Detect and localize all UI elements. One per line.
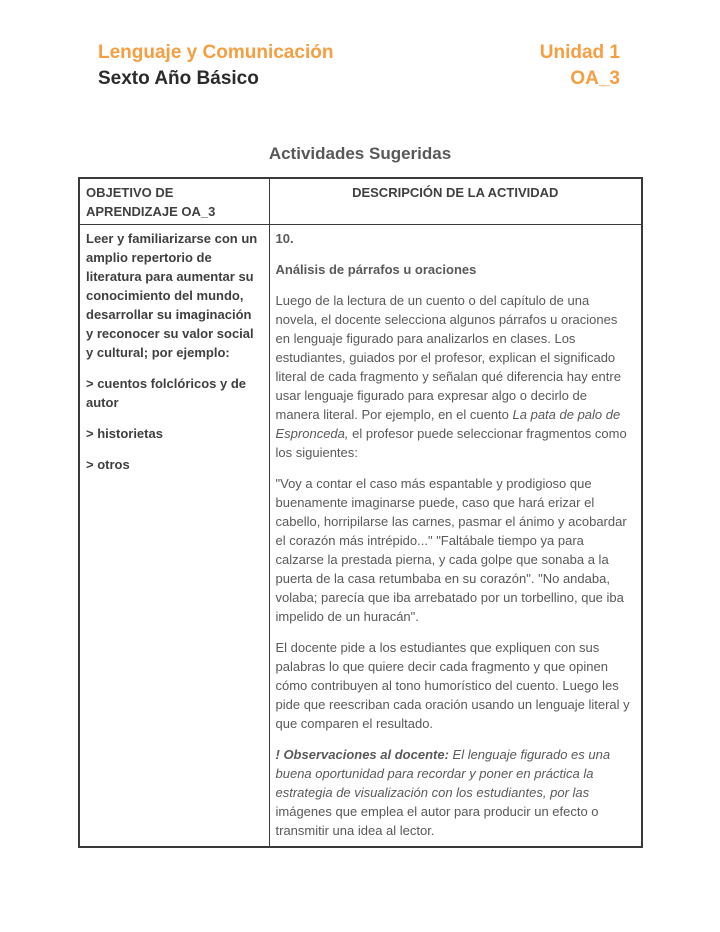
column-header-objective: OBJETIVO DE APRENDIZAJE OA_3 — [79, 178, 269, 225]
subject-title: Lenguaje y Comunicación — [98, 42, 334, 63]
activity-cell — [269, 225, 642, 848]
activity-quote-paragraph: "Voy a contar el caso más espantable y prodigioso que buenamente imaginarse puede, caso que hará erizar el cabello, horripilarse las carnes, pasmar el ánimo y acobardar el corazón más intrépido..." "Faltábale tiempo ya para calzarse la prestada pierna, y cada golpe que sonaba a la puerta de la casa retumbaba en su corazón". "No andaba, volaba; parecía que iba arrebatado por un torbellino, que iba impelido de un huracán". — [275, 476, 627, 624]
teacher-note-label: ! Observaciones al docente: — [275, 747, 449, 762]
teacher-note-italic-segment: El lenguaje figurado es una buena oportunidad para recordar y poner en práctica la estrategia de visualización con los estudiantes, por las — [275, 747, 611, 800]
page-title: Actividades Sugeridas — [268, 144, 452, 163]
objective-bullet-folk-tales: > cuentos folclóricos y de autor — [86, 376, 247, 410]
paragraph-segment: Luego de la lectura de un cuento o del capítulo de una novela, el docente selecciona algunos párrafos u oraciones en lenguaje figurado para analizarlos en clases. Los estudiantes, guiados por el profesor, explican el significado literal de cada fragmento y señalan qué diferencia hay entre usar lenguaje figurado para expresar algo o decirlo de manera literal. Por ejemplo, en el cuento — [275, 293, 621, 422]
objective-bullet-comics: > historietas — [86, 426, 163, 441]
activities-table — [78, 177, 643, 848]
objective-cell — [79, 225, 269, 848]
activity-instructions-paragraph: El docente pide a los estudiantes que expliquen con sus palabras lo que quiere decir cada fragmento y que opinen cómo contribuyen al tono humorístico del cuento. Luego les pide que reescriban cada oración usando un lenguaje literal y que comparen el resultado. — [275, 640, 630, 731]
header-left-block — [98, 40, 333, 92]
objective-text: Leer y familiarizarse con un amplio repertorio de literatura para aumentar su conocimiento del mundo, desarrollar su imaginación y reconocer su valor social y cultural; por ejemplo: — [86, 231, 258, 360]
objective-bullet-others: > otros — [86, 457, 130, 472]
story-title-segment: La pata de palo de Espronceda, — [275, 407, 621, 441]
table-header-row — [79, 178, 642, 225]
document-header — [0, 0, 720, 92]
activity-number: 10. — [275, 231, 294, 246]
activity-intro-paragraph — [276, 291, 635, 462]
header-right-block — [540, 40, 620, 92]
paragraph-segment: el profesor puede seleccionar fragmentos como los siguientes: — [275, 426, 627, 460]
teacher-note-regular-segment: imágenes que emplea el autor para producir un efecto o transmitir una idea al lector. — [275, 804, 599, 838]
activity-subtitle: Análisis de párrafos u oraciones — [275, 262, 477, 277]
teacher-note-paragraph — [276, 745, 635, 840]
table-row — [79, 225, 642, 848]
column-header-description: DESCRIPCIÓN DE LA ACTIVIDAD — [269, 178, 642, 225]
grade-title: Sexto Año Básico — [98, 68, 259, 89]
oa-code-label: OA_3 — [570, 68, 620, 89]
unit-label: Unidad 1 — [539, 42, 620, 63]
